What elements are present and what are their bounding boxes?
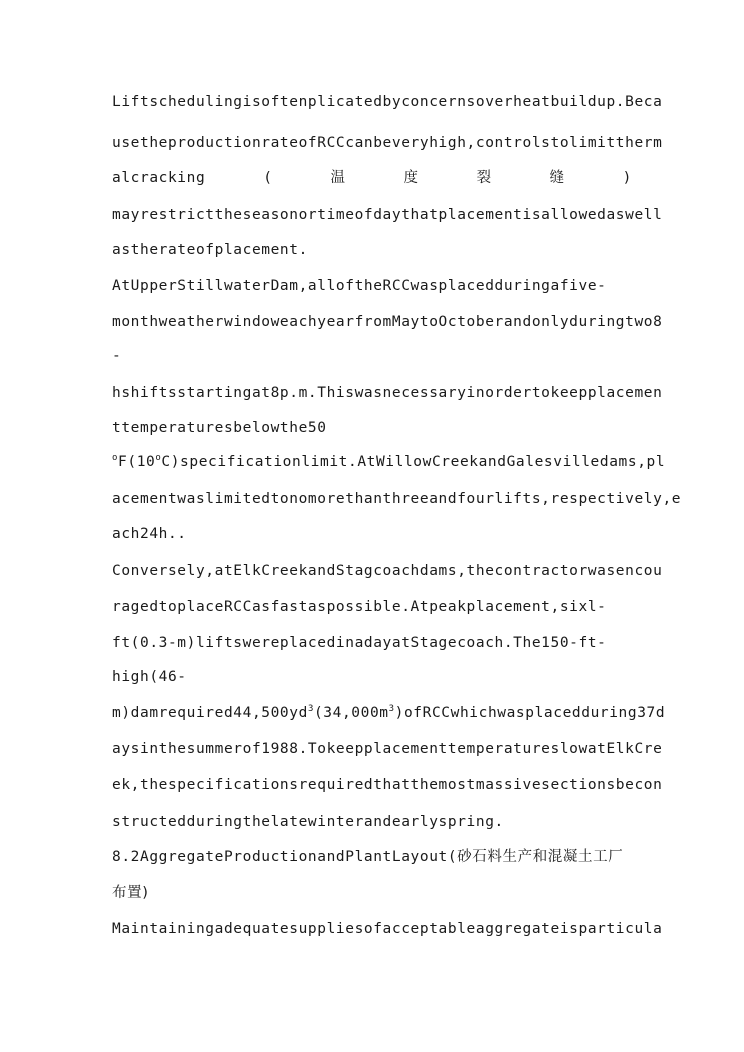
text-fragment: F(10 bbox=[118, 454, 156, 470]
superscript: 3 bbox=[307, 704, 314, 715]
text-line: Liftschedulingisoftenplicatedbyconcernsoverheatbuildup.Beca bbox=[112, 94, 663, 110]
text-line: mayrestricttheseasonortimeofdaythatplacementisallowedaswell bbox=[112, 207, 663, 223]
text-line-volume bbox=[112, 704, 665, 722]
text-line: ft(0.3-m)liftswereplacedinadayatStagecoach.The150-ft- bbox=[112, 635, 607, 651]
heading-chinese: 砂石料生产和混凝土工厂 bbox=[457, 849, 624, 865]
text-fragment: (34,000m bbox=[313, 705, 389, 721]
text-token: ( bbox=[263, 170, 273, 186]
text-line: hshiftsstartingat8p.m.Thiswasnecessaryinordertokeepplacemen bbox=[112, 385, 663, 401]
text-line: Conversely,atElkCreekandStagcoachdams,thecontractorwasencou bbox=[112, 563, 663, 579]
text-fragment: )ofRCCwhichwasplacedduring37d bbox=[394, 705, 666, 721]
degree-mark: o bbox=[112, 453, 119, 464]
text-token: 温 bbox=[330, 170, 346, 186]
text-line-spaced bbox=[112, 169, 632, 187]
text-line: ragedtoplaceRCCasfastaspossible.Atpeakplacement,sixl- bbox=[112, 599, 607, 615]
text-line: astherateofplacement. bbox=[112, 242, 308, 258]
text-token: 缝 bbox=[549, 170, 565, 186]
text-line: aysinthesummerof1988.TokeepplacementtemperatureslowatElkCre bbox=[112, 741, 663, 757]
text-token: 度 bbox=[403, 170, 419, 186]
text-line: acementwaslimitedtonomorethanthreeandfourlifts,respectively,e bbox=[112, 491, 682, 507]
text-line: ttemperaturesbelowthe50 bbox=[112, 420, 327, 436]
text-line: - bbox=[112, 348, 122, 364]
text-token: alcracking bbox=[112, 170, 206, 186]
superscript: 3 bbox=[388, 704, 395, 715]
text-line: monthweatherwindoweachyearfromMaytoOctoberandonlyduringtwo8 bbox=[112, 314, 663, 330]
text-line: ek,thespecificationsrequiredthatthemostmassivesectionsbecon bbox=[112, 777, 663, 793]
text-line: ach24h.. bbox=[112, 526, 187, 542]
text-line: usetheproductionrateofRCCcanbeveryhigh,controlstolimittherm bbox=[112, 135, 663, 151]
degree-mark: o bbox=[155, 453, 162, 464]
text-fragment: m)damrequired44,500yd bbox=[112, 705, 308, 721]
text-line: structedduringthelatewinterandearlyspring. bbox=[112, 814, 504, 830]
section-heading bbox=[112, 848, 623, 866]
section-heading-continued: 布置) bbox=[112, 885, 149, 901]
text-line-temperature bbox=[112, 453, 665, 471]
text-line: Maintainingadequatesuppliesofacceptableaggregateisparticula bbox=[112, 921, 663, 937]
heading-english: 8.2AggregateProductionandPlantLayout( bbox=[112, 849, 458, 865]
text-line: high(46- bbox=[112, 669, 187, 685]
text-line: AtUpperStillwaterDam,alloftheRCCwasplacedduringafive- bbox=[112, 278, 607, 294]
text-token: 裂 bbox=[476, 170, 492, 186]
text-token: ) bbox=[622, 170, 632, 186]
text-fragment: C)specificationlimit.AtWillowCreekandGalesvilledams,pl bbox=[161, 454, 666, 470]
